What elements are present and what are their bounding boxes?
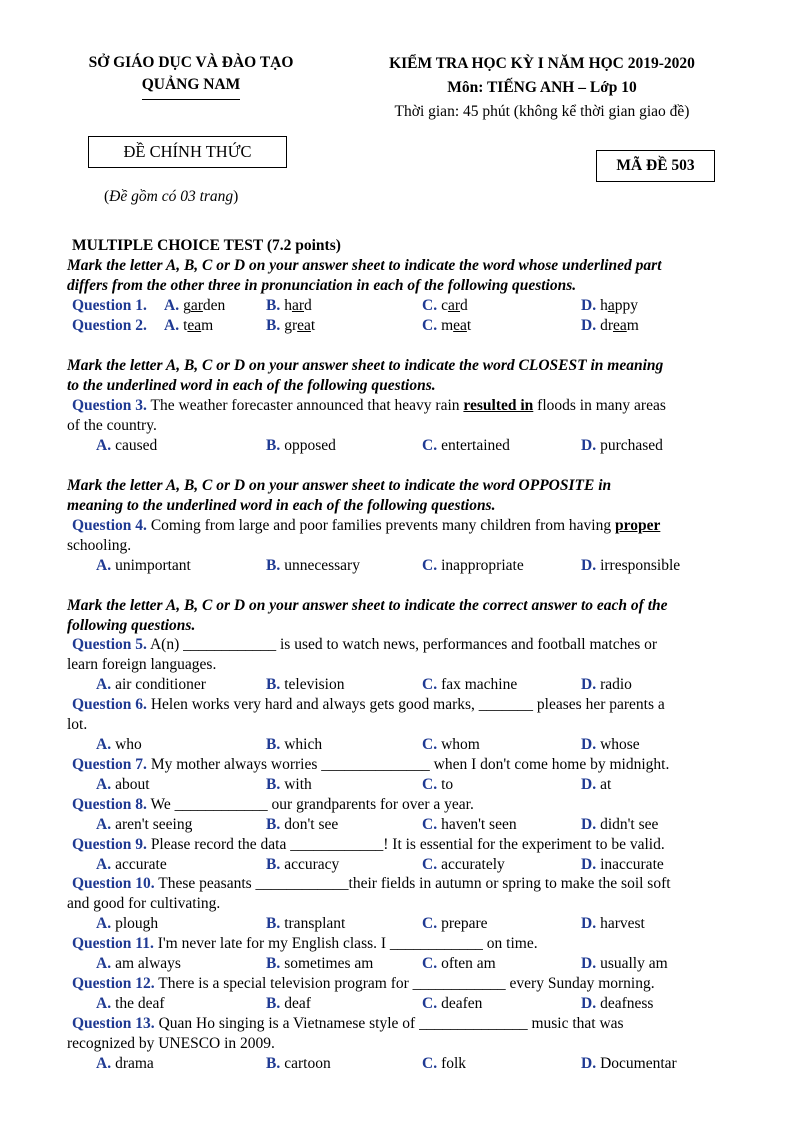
q12-option-c[interactable]: C. deafen xyxy=(422,995,483,1012)
instruction-correct-line2: following questions. xyxy=(67,617,196,634)
section-title: MULTIPLE CHOICE TEST (7.2 points) xyxy=(72,237,341,254)
exam-title: KIỂM TRA HỌC KỲ I NĂM HỌC 2019-2020 xyxy=(389,55,695,72)
instruction-closest-line1: Mark the letter A, B, C or D on your answer sheet to indicate the word CLOSEST in meaning xyxy=(67,357,664,374)
q10-option-c[interactable]: C. prepare xyxy=(422,915,488,932)
q10-option-d[interactable]: D. harvest xyxy=(581,915,645,932)
question-6-text: Question 6. Helen works very hard and always gets good marks, _______ pleases her parents a xyxy=(72,696,665,713)
q1-option-c[interactable]: C. card xyxy=(422,297,468,314)
q9-option-c[interactable]: C. accurately xyxy=(422,856,505,873)
q11-option-a[interactable]: A. am always xyxy=(96,955,181,972)
question-13-text: Question 13. Quan Ho singing is a Vietnamese style of ______________ music that was xyxy=(72,1015,624,1032)
q6-option-a[interactable]: A. who xyxy=(96,736,142,753)
question-5-text: Question 5. A(n) ____________ is used to watch news, performances and football matches or xyxy=(72,636,658,653)
q1-option-a[interactable]: A. garden xyxy=(164,297,226,314)
question-5-text-line2: learn foreign languages. xyxy=(67,656,217,673)
department-name: SỞ GIÁO DỤC VÀ ĐÀO TẠO xyxy=(88,54,294,71)
exam-time: Thời gian: 45 phút (không kể thời gian giao đề) xyxy=(394,103,690,120)
question-2-label: Question 2. xyxy=(72,317,147,334)
q6-option-c[interactable]: C. whom xyxy=(422,736,480,753)
instruction-correct-line1: Mark the letter A, B, C or D on your answer sheet to indicate the correct answer to each of the xyxy=(67,597,668,614)
q12-option-b[interactable]: B. deaf xyxy=(266,995,311,1012)
q11-option-b[interactable]: B. sometimes am xyxy=(266,955,374,972)
question-10-text: Question 10. These peasants ____________their fields in autumn or spring to make the soil soft xyxy=(72,875,671,892)
official-label: ĐỀ CHÍNH THỨC xyxy=(88,136,287,168)
question-12-text: Question 12. There is a special television program for ____________ every Sunday morning. xyxy=(72,975,655,992)
q8-option-a[interactable]: A. aren't seeing xyxy=(96,816,193,833)
q1-option-d[interactable]: D. happy xyxy=(581,297,638,314)
question-4-text-line2: schooling. xyxy=(67,537,132,554)
q5-option-d[interactable]: D. radio xyxy=(581,676,632,693)
department-header xyxy=(68,52,314,100)
q7-option-a[interactable]: A. about xyxy=(96,776,150,793)
question-6-text-line2: lot. xyxy=(67,716,88,733)
q6-option-b[interactable]: B. which xyxy=(266,736,323,753)
q12-option-d[interactable]: D. deafness xyxy=(581,995,654,1012)
q9-option-d[interactable]: D. inaccurate xyxy=(581,856,664,873)
q3-option-b[interactable]: B. opposed xyxy=(266,437,336,454)
instruction-opposite-line1: Mark the letter A, B, C or D on your answer sheet to indicate the word OPPOSITE in xyxy=(67,477,612,494)
instruction-closest-line2: to the underlined word in each of the following questions. xyxy=(67,377,436,394)
q1-option-b[interactable]: B. hard xyxy=(266,297,312,314)
q12-option-a[interactable]: A. the deaf xyxy=(96,995,165,1012)
q13-option-c[interactable]: C. folk xyxy=(422,1055,467,1072)
q2-option-a[interactable]: A. team xyxy=(164,317,214,334)
question-11-text: Question 11. I'm never late for my English class. I ____________ on time. xyxy=(72,935,538,952)
q10-option-b[interactable]: B. transplant xyxy=(266,915,346,932)
exam-code: MÃ ĐỀ 503 xyxy=(596,150,715,182)
q13-option-b[interactable]: B. cartoon xyxy=(266,1055,331,1072)
instruction-pronunciation-line1: Mark the letter A, B, C or D on your answer sheet to indicate the word whose underlined part xyxy=(67,257,662,274)
q5-option-a[interactable]: A. air conditioner xyxy=(96,676,206,693)
pages-note: (Đề gồm có 03 trang) xyxy=(104,188,239,205)
question-1-label: Question 1. xyxy=(72,297,147,314)
q13-option-d[interactable]: D. Documentar xyxy=(581,1055,677,1072)
q7-option-b[interactable]: B. with xyxy=(266,776,312,793)
q2-option-d[interactable]: D. dream xyxy=(581,317,639,334)
question-10-text-line2: and good for cultivating. xyxy=(67,895,221,912)
q3-option-d[interactable]: D. purchased xyxy=(581,437,663,454)
q8-option-d[interactable]: D. didn't see xyxy=(581,816,659,833)
q4-option-b[interactable]: B. unnecessary xyxy=(266,557,360,574)
q6-option-d[interactable]: D. whose xyxy=(581,736,640,753)
q13-option-a[interactable]: A. drama xyxy=(96,1055,154,1072)
q11-option-d[interactable]: D. usually am xyxy=(581,955,668,972)
instruction-opposite-line2: meaning to the underlined word in each of the following questions. xyxy=(67,497,496,514)
question-8-text: Question 8. We ____________ our grandparents for over a year. xyxy=(72,796,474,813)
q3-option-a[interactable]: A. caused xyxy=(96,437,158,454)
q8-option-c[interactable]: C. haven't seen xyxy=(422,816,517,833)
q4-option-d[interactable]: D. irresponsible xyxy=(581,557,681,574)
q3-option-c[interactable]: C. entertained xyxy=(422,437,510,454)
question-3-text-line2: of the country. xyxy=(67,417,157,434)
q2-option-c[interactable]: C. meat xyxy=(422,317,472,334)
exam-header xyxy=(350,52,734,124)
q4-option-a[interactable]: A. unimportant xyxy=(96,557,191,574)
exam-subject: Môn: TIẾNG ANH – Lớp 10 xyxy=(447,79,637,96)
q7-option-d[interactable]: D. at xyxy=(581,776,612,793)
instruction-pronunciation-line2: differs from the other three in pronunciation in each of the following questions. xyxy=(67,277,577,294)
q5-option-b[interactable]: B. television xyxy=(266,676,345,693)
q7-option-c[interactable]: C. to xyxy=(422,776,454,793)
q10-option-a[interactable]: A. plough xyxy=(96,915,159,932)
q8-option-b[interactable]: B. don't see xyxy=(266,816,339,833)
question-4-text: Question 4. Coming from large and poor families prevents many children from having proper xyxy=(72,517,661,534)
question-9-text: Question 9. Please record the data ____________! It is essential for the experiment to be valid. xyxy=(72,836,665,853)
q5-option-c[interactable]: C. fax machine xyxy=(422,676,518,693)
q9-option-a[interactable]: A. accurate xyxy=(96,856,167,873)
q9-option-b[interactable]: B. accuracy xyxy=(266,856,340,873)
question-13-text-line2: recognized by UNESCO in 2009. xyxy=(67,1035,275,1052)
q11-option-c[interactable]: C. often am xyxy=(422,955,496,972)
q4-option-c[interactable]: C. inappropriate xyxy=(422,557,524,574)
province-name: QUẢNG NAM xyxy=(142,74,241,100)
question-3-text: Question 3. The weather forecaster announced that heavy rain resulted in floods in many areas xyxy=(72,397,666,414)
question-7-text: Question 7. My mother always worries ______________ when I don't come home by midnight. xyxy=(72,756,670,773)
q2-option-b[interactable]: B. great xyxy=(266,317,316,334)
